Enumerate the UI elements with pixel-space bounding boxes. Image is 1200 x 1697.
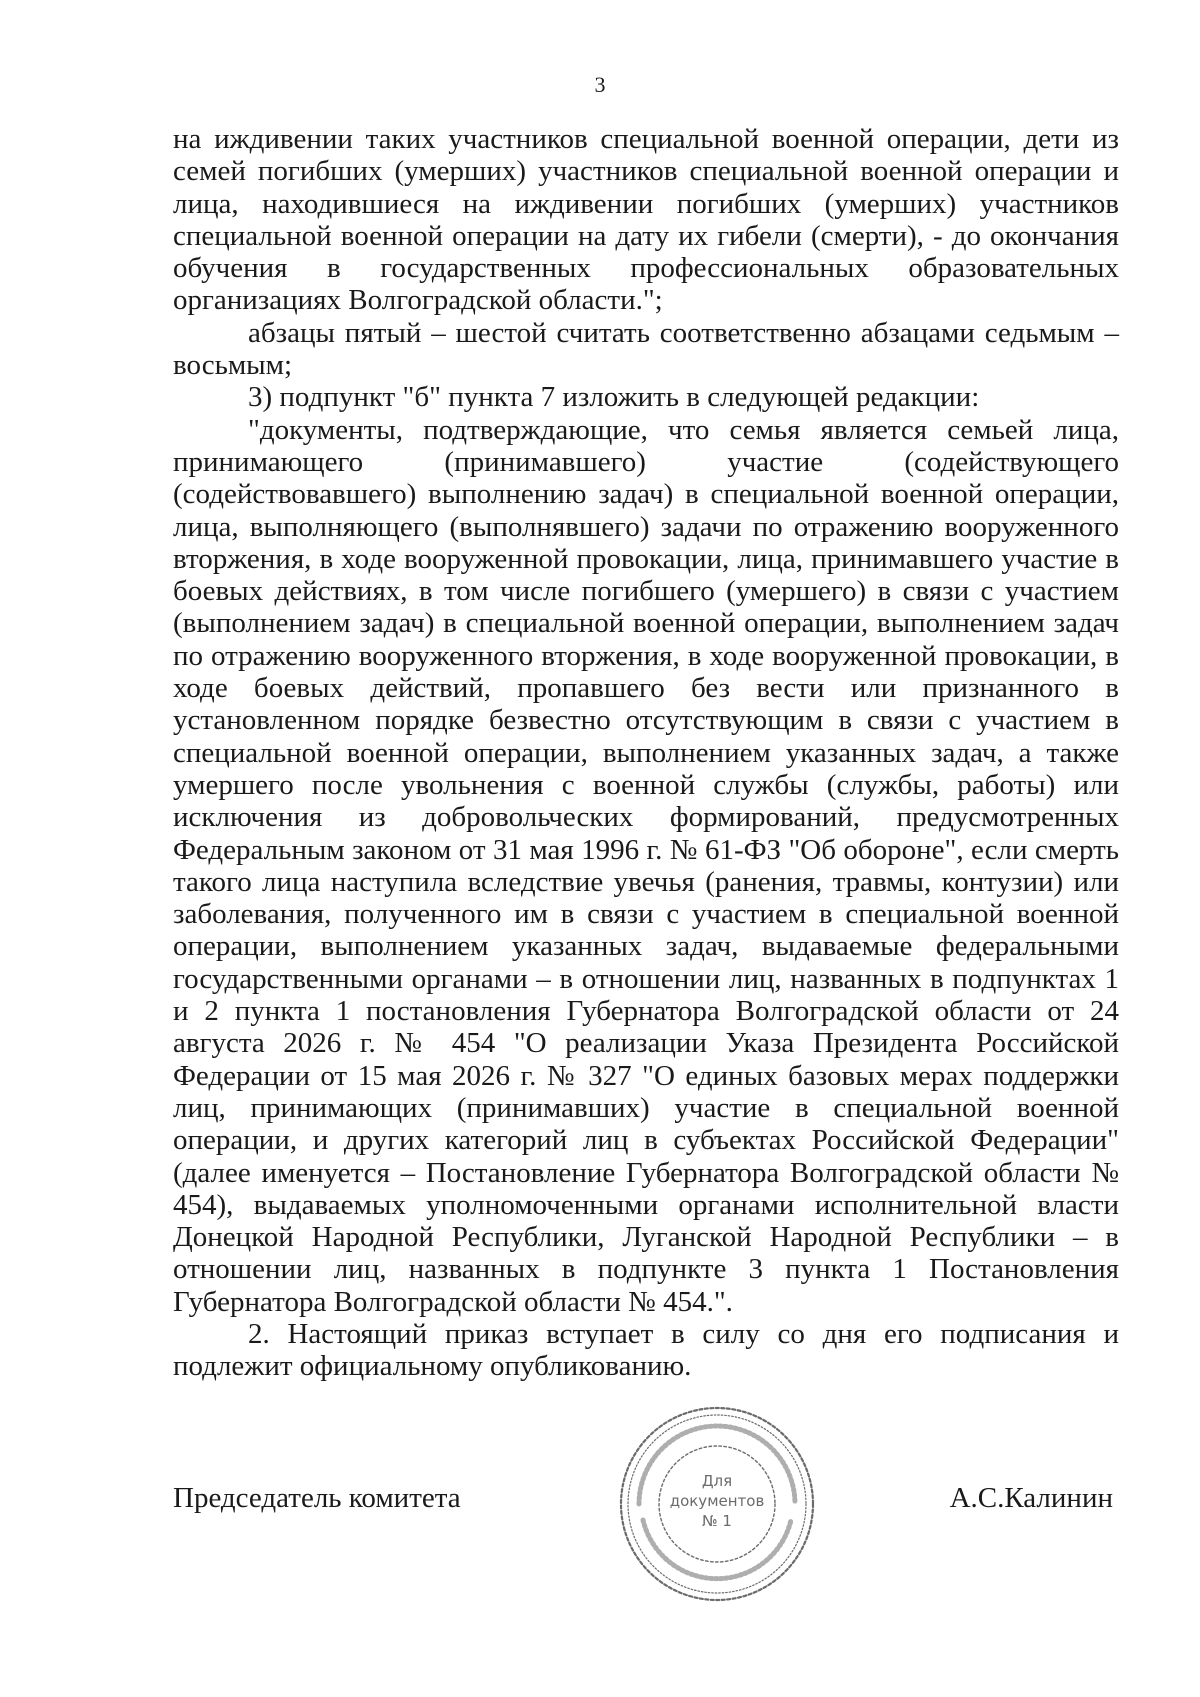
paragraph-continuation: на иждивении таких участников специальной военной операции, дети из семей погибших (умерших) участников специальной военной операции и лица, находившиеся на иждивении погибших (умерших) участников специальной военной операции на дату их гибели (смерти), - до окончания обучения в государственных профессиональных образовательных организациях Волгоградской области."; xyxy=(173,123,1119,317)
signatory-position: Председатель комитета xyxy=(173,1482,461,1514)
official-seal xyxy=(615,1402,820,1607)
paragraph-documents-quote: "документы, подтверждающие, что семья является семьей лица, принимающего (принимавшего) участие (содействующего (содействовавшего) выполнению задач) в специальной военной операции, лица, выполняющего (выполнявшего) задачи по отражению вооруженного вторжения, в ходе вооруженной провокации, лица, принимавшего участие в боевых действиях, в том числе погибшего (умершего) в связи с участием (выполнением задач) в специальной военной операции, выполнением задач по отражению вооруженного вторжения, в ходе вооруженной провокации, в ходе боевых действий, пропавшего без вести или признанного в установленном порядке безвестно отсутствующим в связи с участием в специальной военной операции, выполнением указанных задач, а также умершего после увольнения с военной службы (службы, работы) или исключения из добровольческих формирований, предусмотренных Федеральным законом от 31 мая 1996 г. № 61-ФЗ "Об обороне", если смерть такого лица наступила вследствие увечья (ранения, травмы, контузии) или заболевания, полученного им в связи с участием в специальной военной операции, выполнением указанных задач, выдаваемые федеральными государственными органами – в отношении лиц, названных в подпунктах 1 и 2 пункта 1 постановления Губернатора Волгоградской области от 24 августа 2026 г. № 454 "О реализации Указа Президента Российской Федерации от 15 мая 2026 г. № 327 "О единых базовых мерах поддержки лиц, принимающих (принимавших) участие в специальной военной операции, и других категорий лиц в субъектах Российской Федерации" (далее именуется – Постановление Губернатора Волгоградской области № 454), выдаваемых уполномоченными органами исполнительной власти Донецкой Народной Республики, Луганской Народной Республики – в отношении лиц, названных в подпункте 3 пункта 1 Постановления Губернатора Волгоградской области № 454.". xyxy=(173,413,1119,1318)
seal-stamp-icon xyxy=(615,1402,820,1607)
seal-text-line2: документов xyxy=(669,1492,765,1510)
seal-text-line3: № 1 xyxy=(702,1512,732,1530)
paragraph-subitem-3: 3) подпункт "б" пункта 7 изложить в следующей редакции: xyxy=(248,381,980,414)
page-number: 3 xyxy=(594,72,606,97)
document-body xyxy=(173,123,1119,1383)
seal-text-line1: Для xyxy=(701,1472,733,1490)
paragraph-effective-date: 2. Настоящий приказ вступает в силу со дня его подписания и подлежит официальному опубликованию. xyxy=(173,1317,1119,1383)
paragraph-amendment-paragraphs: абзацы пятый – шестой считать соответственно абзацами седьмым – восьмым; xyxy=(173,316,1119,382)
signatory-name: А.С.Калинин xyxy=(949,1482,1113,1514)
